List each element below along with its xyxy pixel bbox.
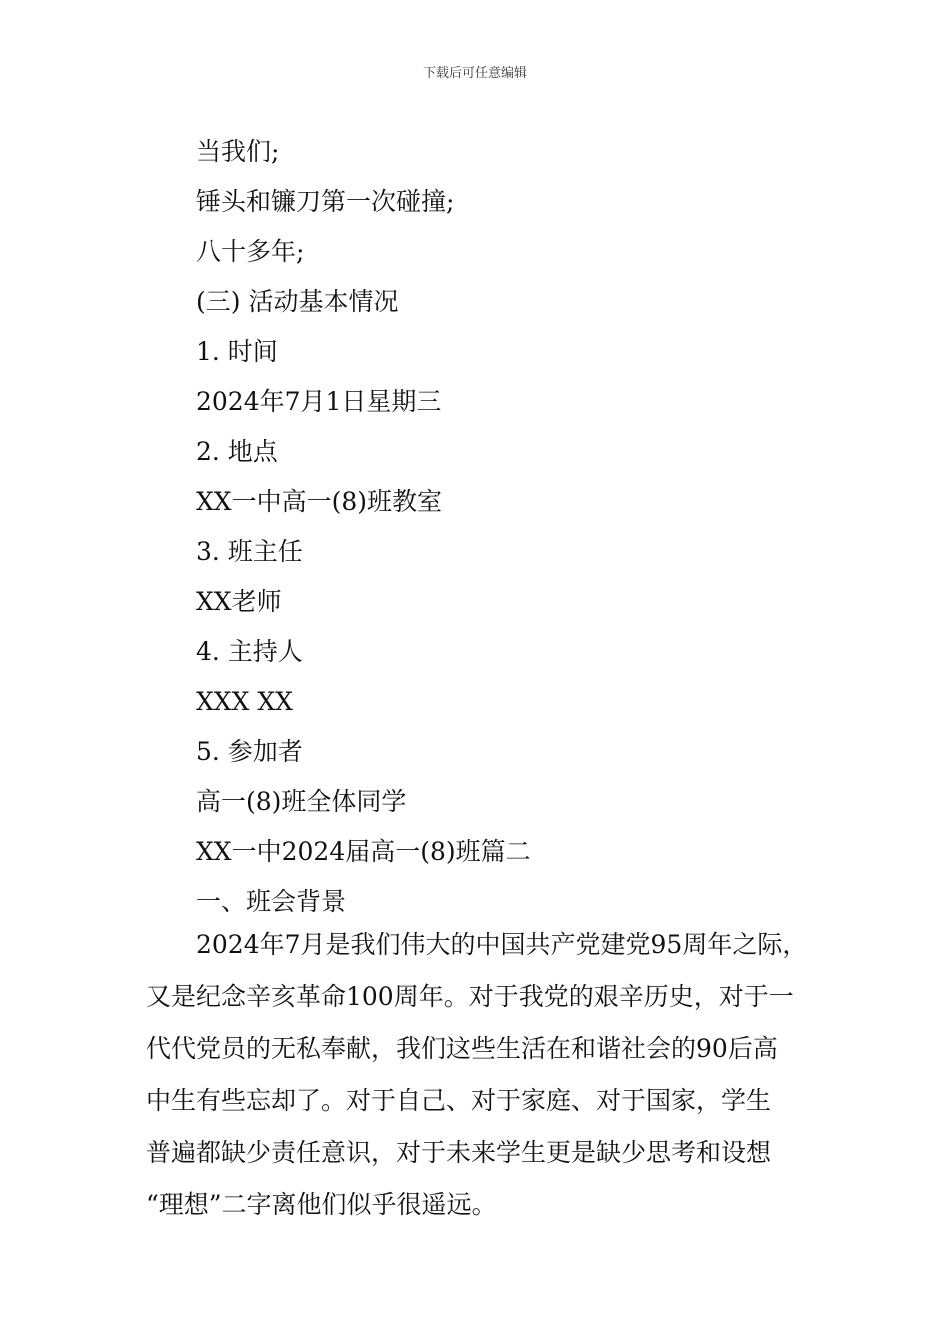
section-heading: (三) 活动基本情况 [196,287,399,316]
item-value-time: 2024年7月1日星期三 [196,387,442,416]
paragraph-line: 又是纪念辛亥革命100周年。对于我党的艰辛历史，对于一 [146,982,794,1011]
item-value-location: XX一中高一(8)班教室 [196,487,443,516]
item-value-teacher: XX老师 [196,587,282,616]
page-header-note: 下载后可任意编辑 [422,66,527,81]
background-paragraph [146,919,836,1231]
paragraph-line: 中生有些忘却了。对于自己、对于家庭、对于国家，学生 [146,1086,772,1115]
text-line: 当我们; [196,137,280,166]
document-body [196,127,836,927]
text-line: 八十多年; [196,237,305,266]
section-heading: 一、班会背景 [196,887,347,916]
paragraph-line: 代代党员的无私奉献，我们这些生活在和谐社会的90后高 [146,1034,778,1063]
item-heading-host: 4. 主持人 [196,637,303,666]
item-value-host: XXX XX [196,687,293,716]
paragraph-line: “理想”二字离他们似乎很遥远。 [146,1190,497,1219]
paragraph-line: 2024年7月是我们伟大的中国共产党建党95周年之际， [196,930,808,959]
text-line: 锤头和镰刀第一次碰撞; [196,187,455,216]
item-heading-teacher: 3. 班主任 [196,537,303,566]
item-heading-participants: 5. 参加者 [196,737,303,766]
document-subtitle: XX一中2024届高一(8)班篇二 [196,837,531,866]
item-heading-location: 2. 地点 [196,437,278,466]
paragraph-line: 普遍都缺少责任意识，对于未来学生更是缺少思考和设想 [146,1138,772,1167]
item-heading-time: 1. 时间 [196,337,278,366]
item-value-participants: 高一(8)班全体同学 [196,787,407,816]
